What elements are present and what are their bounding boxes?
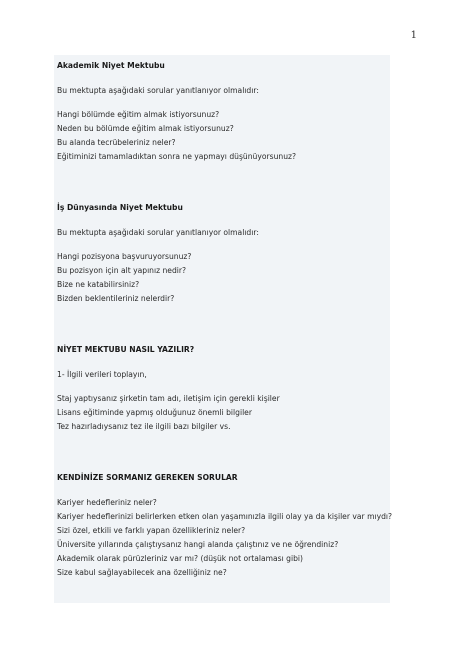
question-item: Size kabul sağlayabilecek ana özelliğiniz ne? — [57, 568, 227, 577]
section-heading-self-questions: KENDİNİZE SORMANIZ GEREKEN SORULAR — [57, 473, 238, 482]
section-heading-academic: Akademik Niyet Mektubu — [57, 61, 165, 70]
question-item: Bizden beklentileriniz nelerdir? — [57, 294, 175, 303]
question-item: Sizi özel, etkili ve farklı yapan özellikleriniz neler? — [57, 526, 246, 535]
question-item: Akademik olarak pürüzleriniz var mı? (düşük not ortalaması gibi) — [57, 554, 303, 563]
section-heading-business: İş Dünyasında Niyet Mektubu — [57, 203, 183, 212]
list-item: Staj yaptıysanız şirketin tam adı, iletişim için gerekli kişiler — [57, 394, 280, 403]
question-item: Bu pozisyon için alt yapınız nedir? — [57, 266, 187, 275]
question-item: Hangi pozisyona başvuruyorsunuz? — [57, 252, 192, 261]
section-heading-how-to-write: NİYET MEKTUBU NASIL YAZILIR? — [57, 345, 195, 354]
page-number: 1 — [410, 30, 417, 41]
question-item: Kariyer hedeflerinizi belirlerken etken olan yaşamınızla ilgili olay ya da kişiler var mıydı? — [57, 512, 393, 521]
question-item: Eğitiminizi tamamladıktan sonra ne yapmayı düşünüyorsunuz? — [57, 152, 297, 161]
section-intro-how-to-write: 1- İlgili verileri toplayın, — [57, 370, 147, 379]
question-item: Bize ne katabilirsiniz? — [57, 280, 140, 289]
question-item: Kariyer hedefleriniz neler? — [57, 498, 157, 507]
question-item: Neden bu bölümde eğitim almak istiyorsunuz? — [57, 124, 234, 133]
list-item: Lisans eğitiminde yapmış olduğunuz önemli bilgiler — [57, 408, 252, 417]
section-intro-business: Bu mektupta aşağıdaki sorular yanıtlanıyor olmalıdır: — [57, 228, 259, 237]
document-content — [54, 55, 393, 603]
section-intro-academic: Bu mektupta aşağıdaki sorular yanıtlanıyor olmalıdır: — [57, 86, 259, 95]
list-item: Tez hazırladıysanız tez ile ilgili bazı bilgiler vs. — [57, 422, 231, 431]
question-item: Bu alanda tecrübeleriniz neler? — [57, 138, 176, 147]
question-item: Hangi bölümde eğitim almak istiyorsunuz? — [57, 110, 220, 119]
question-item: Üniversite yıllarında çalıştıysanız hangi alanda çalıştınız ve ne öğrendiniz? — [57, 540, 339, 549]
